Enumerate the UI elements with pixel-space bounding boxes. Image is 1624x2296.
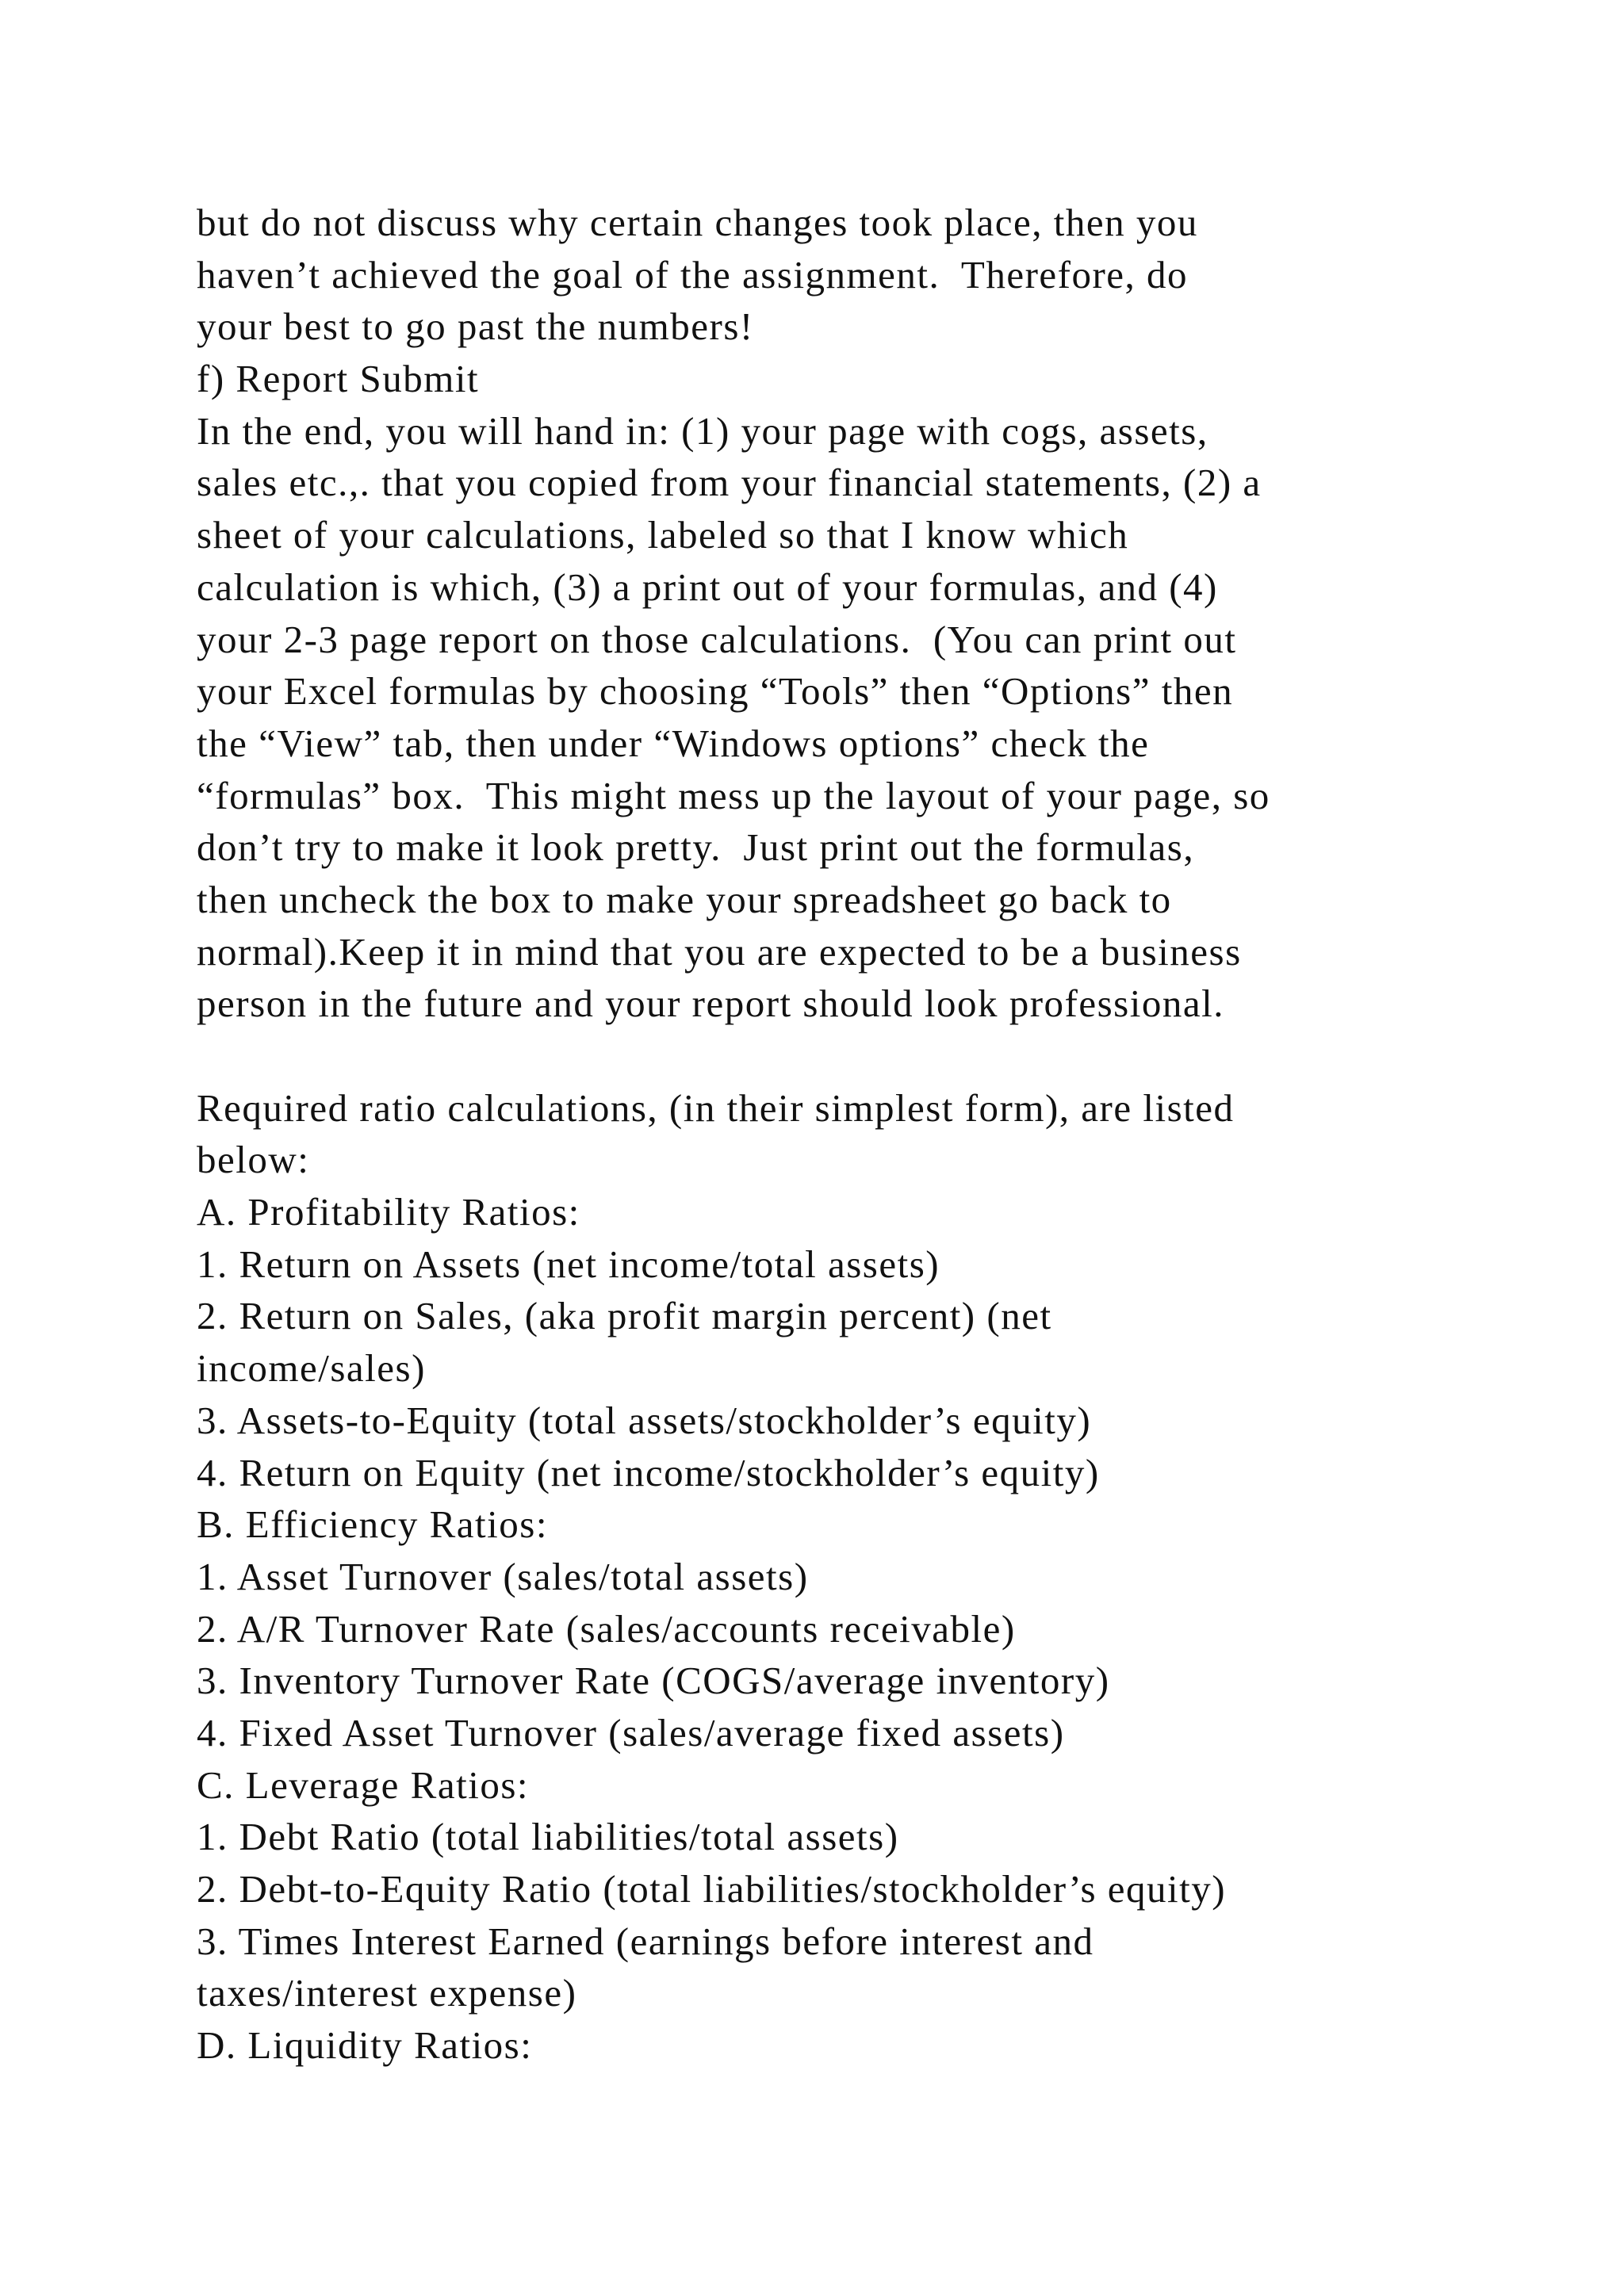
- ratio-item: income/sales): [197, 1346, 426, 1391]
- ratio-item: 1. Asset Turnover (sales/total assets): [197, 1554, 809, 1598]
- ratio-category-heading: B. Efficiency Ratios:: [197, 1502, 548, 1547]
- text-line: person in the future and your report should look professional.: [197, 982, 1224, 1026]
- text-line: below:: [197, 1138, 310, 1182]
- ratio-item: 4. Return on Equity (net income/stockholder’s equity): [197, 1450, 1100, 1494]
- text-line: “formulas” box. This might mess up the layout of your page, so: [197, 773, 1270, 817]
- ratio-item: 2. Return on Sales, (aka profit margin percent) (net: [197, 1294, 1052, 1338]
- document-body: [197, 197, 1545, 2072]
- ratio-category-heading: D. Liquidity Ratios:: [197, 2023, 533, 2068]
- text-line: In the end, you will hand in: (1) your page with cogs, assets,: [197, 408, 1208, 453]
- ratio-item: 2. A/R Turnover Rate (sales/accounts receivable): [197, 1606, 1016, 1651]
- ratio-category-heading: A. Profitability Ratios:: [197, 1190, 580, 1234]
- text-line: normal).Keep it in mind that you are expected to be a business: [197, 929, 1242, 974]
- text-line: haven’t achieved the goal of the assignment. Therefore, do: [197, 252, 1189, 297]
- ratio-item: 1. Debt Ratio (total liabilities/total assets): [197, 1815, 899, 1859]
- section-heading: f) Report Submit: [197, 357, 480, 401]
- ratio-item: 3. Inventory Turnover Rate (COGS/average inventory): [197, 1659, 1110, 1703]
- text-line: but do not discuss why certain changes took place, then you: [197, 201, 1198, 244]
- blank-line: [197, 1030, 1545, 1082]
- text-line: the “View” tab, then under “Windows options” check the: [197, 721, 1150, 765]
- ratio-category-heading: C. Leverage Ratios:: [197, 1762, 530, 1807]
- text-line: then uncheck the box to make your spreadsheet go back to: [197, 877, 1172, 921]
- ratio-item: 3. Assets-to-Equity (total assets/stockholder’s equity): [197, 1398, 1092, 1442]
- ratio-item: 1. Return on Assets (net income/total assets): [197, 1242, 940, 1286]
- ratio-item: taxes/interest expense): [197, 1971, 577, 2015]
- text-line: your Excel formulas by choosing “Tools” then “Options” then: [197, 669, 1234, 714]
- text-line: sales etc.,. that you copied from your financial statements, (2) a: [197, 461, 1262, 505]
- text-line: your best to go past the numbers!: [197, 304, 754, 349]
- text-line: sheet of your calculations, labeled so that I know which: [197, 513, 1129, 557]
- text-line: Required ratio calculations, (in their simplest form), are listed: [197, 1085, 1235, 1130]
- ratio-item: 2. Debt-to-Equity Ratio (total liabilities/stockholder’s equity): [197, 1867, 1227, 1911]
- ratio-item: 3. Times Interest Earned (earnings before interest and: [197, 1919, 1094, 1963]
- text-line: don’t try to make it look pretty. Just print out the formulas,: [197, 825, 1195, 870]
- ratio-item: 4. Fixed Asset Turnover (sales/average fixed assets): [197, 1710, 1065, 1755]
- text-line: calculation is which, (3) a print out of your formulas, and (4): [197, 564, 1218, 609]
- text-line: your 2-3 page report on those calculations. (You can print out: [197, 617, 1237, 661]
